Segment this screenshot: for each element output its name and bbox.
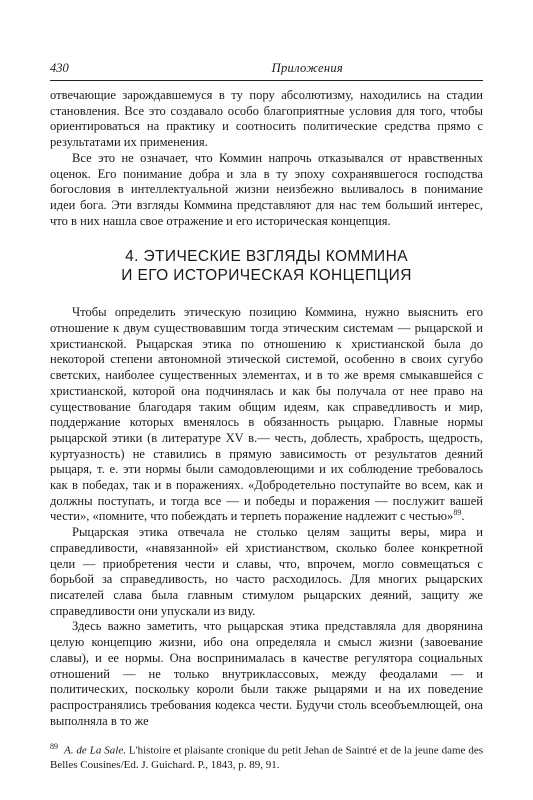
- footnote-author: A. de La Sale.: [64, 744, 126, 757]
- paragraph-text-end: .: [461, 509, 465, 524]
- running-head-section: Приложения: [271, 61, 343, 75]
- paragraph: [50, 305, 483, 525]
- header-rule: [50, 80, 483, 81]
- section-heading-line-1: 4. ЭТИЧЕСКИЕ ВЗГЛЯДЫ КОММИНА: [125, 248, 408, 266]
- section-heading: [50, 247, 483, 285]
- paragraph: Здесь важно заметить, что рыцарская этика представляла для дворянина целую концепцию жизни, ибо она определяла и смысл жизни (завоевание славы), и ее нормы. Она воспринималась в качестве регулятора социальных отношений — не только внутриклассовых, между феодалами — и политических, поскольку короли были также рыцарями и на их поведение распространялись требования кодекса чести. Будучи столь всеобъемлющей, она выполняла в то же: [50, 619, 483, 728]
- page-number: 430: [50, 61, 69, 75]
- section-heading-line-2: И ЕГО ИСТОРИЧЕСКАЯ КОНЦЕПЦИЯ: [121, 267, 412, 285]
- paragraph-continuation: отвечающие зарождавшемуся в ту пору абсолютизму, находились на стадии становления. Все это создавало особо благоприятные условия для того, чтобы ориентироваться на практику и соотносить политические средства прямо с результатами их применения.: [50, 88, 483, 150]
- footnote: [50, 740, 483, 772]
- paragraph: Рыцарская этика отвечала не столько целям защиты веры, мира и справедливости, «навязанной» ей христианством, сколько более конкретной цели — приобретения чести и славы, что, впрочем, могло совмещаться с борьбой за справедливость, но часто расходилось. Для многих рыцарских писателей слава была главным стимулом рыцарских деяний, защиту же справедливости они упускали из виду.: [50, 525, 483, 618]
- running-head: [50, 56, 483, 76]
- footnote-text: L'histoire et plaisante cronique du petit Jehan de Saintré et de la jeune dame des Belles Cousines/Ed. J. Guichard. P., 1843, p. 89, 91.: [50, 744, 483, 771]
- paragraph-text: Чтобы определить этическую позицию Коммина, нужно выяснить его отношение к двум существовавшим тогда этическим системам — рыцарской и христианской. Рыцарская этика по отношению к христианской была до некоторой степени автономной этической системой, особенно в своих сугубо светских, наиболее существенных элементах, и в то же время смыкавшейся с христианской, которой она подчинялась и как бы получала от нее право на существование благодаря таким общим идеям, как справедливость и мир, поддержание которых вменялось в обязанность рыцарю. Главные нормы рыцарской этики (в литературе XV в.— честь, доблесть, храбрость, щедрость, куртуазность) не ставились в прямую зависимость от результатов деяний рыцаря, т. е. эти нормы были самодовлеющими и их соблюдение требовалось как в победах, так и в поражениях. «Добродетельно поступайте во всем, как и должны поступать, и тогда все — и победы и поражения — послужит вашей чести», «помните, что побеждать и терпеть поражение надлежит с честью»: [50, 305, 483, 524]
- footnote-reference[interactable]: 89: [453, 508, 462, 518]
- footnote-number: 89: [50, 742, 58, 751]
- main-text: [50, 88, 483, 729]
- paragraph: Все это не означает, что Коммин напрочь отказывался от нравственных оценок. Его понимание добра и зла в ту эпоху сохранявшегося господства богословия в интеллектуальной жизни неизбежно выливалось в понимание идеи бога. Эти взгляды Коммина представляют для нас тем больший интерес, что в них нашла свое отражение и его историческая концепция.: [50, 150, 483, 228]
